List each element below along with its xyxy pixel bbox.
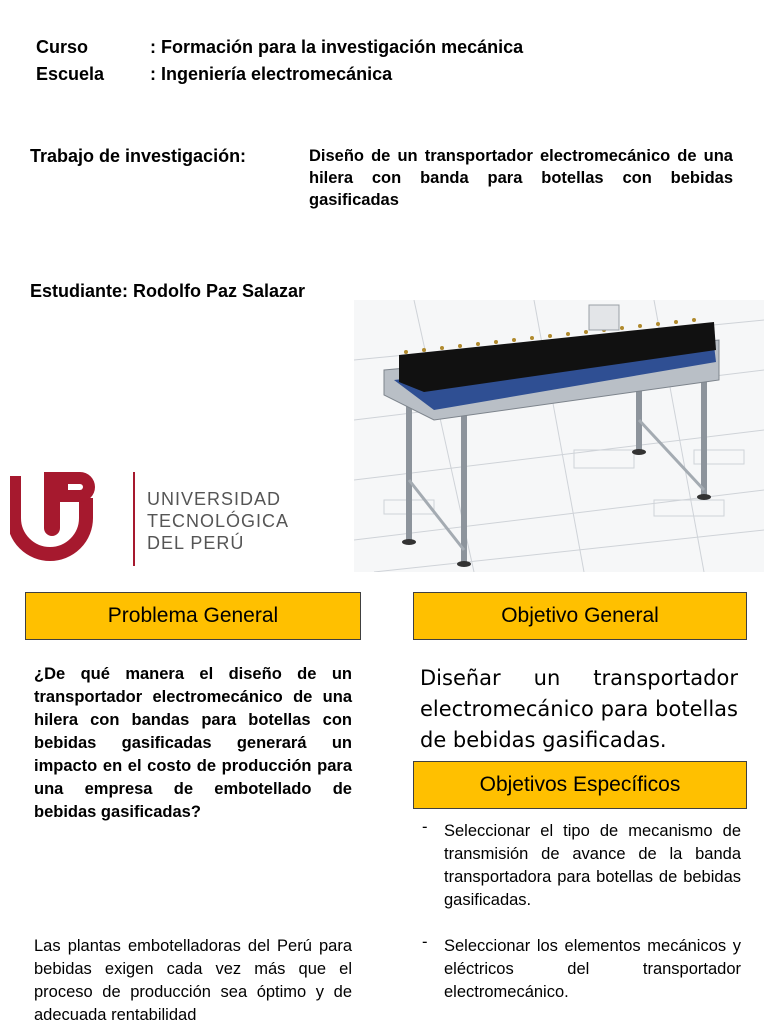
problem-context: Las plantas embotelladoras del Perú para bebidas exigen cada vez más que el proceso de producción sea óptimo y de adecuada rentabilidad: [34, 937, 352, 1024]
objective-heading-box: [413, 592, 747, 640]
student-name: Estudiante: Rodolfo Paz Salazar: [30, 281, 306, 301]
specific-heading-box: [413, 761, 747, 809]
specific-item-1-text: Seleccionar el tipo de mecanismo de transmisión de avance de la banda transportadora para botellas de bebidas gasificadas.: [444, 822, 741, 909]
university-line-3: DEL PERÚ: [147, 533, 245, 553]
specific-item-2-text: Seleccionar los elementos mecánicos y eléctricos del transportador electromecánico.: [444, 937, 741, 1001]
specific-heading: Objetivos Específicos: [479, 773, 681, 796]
objective-text: Diseñar un transportador electromecánico para botellas de bebidas gasificadas.: [420, 666, 738, 752]
curso-value: : Formación para la investigación mecánica: [150, 37, 524, 57]
research-label: Trabajo de investigación:: [30, 146, 247, 166]
bullet-dash-1: -: [422, 818, 428, 836]
conveyor-illustration: [354, 300, 764, 572]
specific-item-2: [422, 933, 741, 1004]
university-name: [147, 488, 289, 554]
problem-heading: Problema General: [107, 604, 279, 627]
curso-label: Curso: [36, 37, 89, 57]
utp-logo-mark: [10, 468, 120, 568]
problem-question: ¿De qué manera el diseño de un transportador electromecánico de una hilera con bandas para botellas con bebidas gasificadas generará un impacto en el costo de producción para una empresa de embotellado de bebidas gasificadas?: [34, 665, 352, 821]
logo-divider: [133, 472, 135, 566]
university-line-2: TECNOLÓGICA: [147, 511, 290, 531]
escuela-value: : Ingeniería electromecánica: [150, 64, 393, 84]
research-title: Diseño de un transportador electromecánico de una hilera con banda para botellas con bebidas gasificadas: [309, 147, 733, 209]
objective-heading: Objetivo General: [501, 604, 659, 627]
problem-heading-box: [25, 592, 361, 640]
specific-item-1: [422, 818, 741, 912]
bullet-dash-2: -: [422, 933, 428, 951]
university-line-1: UNIVERSIDAD: [147, 489, 282, 509]
escuela-label: Escuela: [36, 64, 105, 84]
